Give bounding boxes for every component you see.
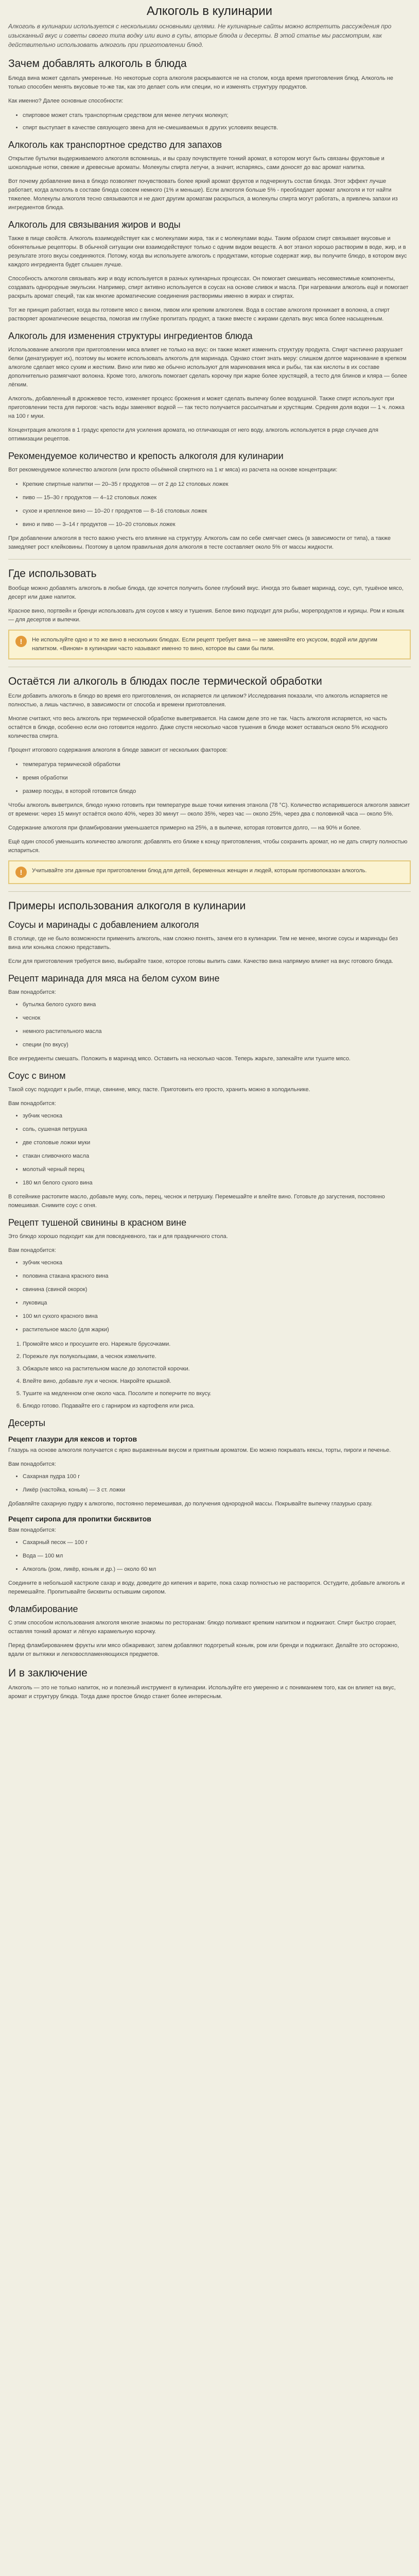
ingredients-label: Вам понадобится:: [8, 1100, 56, 1107]
paragraph: Вот почему добавление вина в блюдо позволяет почувствовать более яркий аромат фруктов и подчеркнуть состав блюда. Этот эффект лучше работает, когда алкоголь в составе блюда совсем немного (1% и меньше). Если алкоголя больше 5% - преобладает аромат алкоголя и тот найти тяжелее. Молекулы алкоголя тесно связываются и не дают другим ароматам раскрыться, а молекулы спирта могут работать, а привлечь запахи из ингредиентов блюда.: [8, 178, 398, 211]
subsection-heading: Фламбирование: [8, 1604, 78, 1614]
list-item: • время обработки: [23, 773, 411, 783]
paragraph: Блюда вина может сделать умеренные. Но некоторые сорта алкоголя раскрываются не на столом, когда время приготовления блюд. Алкоголь не только способен менять вкусовые то-же так, как это делает соль или специи, но и изменять структуру продуктов.: [8, 75, 393, 90]
section-heading: Алкоголь как транспортное средство для запахов: [8, 140, 222, 150]
list-item: • Сахарная пудра 100 г: [23, 1472, 411, 1481]
exclamation-icon: !: [15, 636, 27, 647]
list-item: • вино и пиво — 3–14 г продуктов — 10–20 столовых ложек: [23, 520, 411, 529]
paragraph: Многие считают, что весь алкоголь при термической обработке выветривается. На самом деле это не так. Часть алкоголя испаряется, но часть остаётся в блюде, особенно если оно готовится недолго. Даже спустя несколько часов тушения в блюде может оставаться около 5% исходного количества спирта.: [8, 716, 388, 739]
subsection-heading: Соусы и маринады с добавлением алкоголя: [8, 920, 199, 930]
warning-note: [8, 860, 411, 884]
section-heading: Рекомендуемое количество и крепость алкоголя для кулинарии: [8, 451, 284, 461]
list-item: • Сахарный песок — 100 г: [23, 1538, 411, 1547]
ingredients-label: Вам понадобится:: [8, 989, 56, 995]
list-item: • Алкоголь (ром, ликёр, коньяк и др.) — около 60 мл: [23, 1565, 411, 1574]
list-item: • зубчик чеснока: [23, 1111, 411, 1121]
section-heading: И в заключение: [8, 1667, 88, 1679]
steps-list: [8, 1340, 411, 1411]
ingredients-label: Вам понадобится:: [8, 1527, 56, 1533]
subsection-heading: Рецепт сиропа для пропитки бисквитов: [8, 1515, 151, 1523]
paragraph: Это блюдо хорошо подходит как для повседневного, так и для праздничного стола.: [8, 1233, 228, 1240]
list-item: • немного растительного масла: [23, 1027, 411, 1036]
divider: [8, 559, 411, 560]
section-heading: Алкоголь для изменения структуры ингредиентов блюда: [8, 331, 253, 341]
paragraph: Перед фламбированием фрукты или мясо обжаривают, затем добавляют подогретый коньяк, ром или бренди и поджигают. Делайте это осторожно, вдали от вытяжки и легковоспламеняющихся предметов.: [8, 1642, 399, 1657]
intro-text: Алкоголь в кулинарии используется с несколькими основными целями. Не кулинарные сайты можно встретить рассуждения про изысканный вкус и советы своего типа водку или вино в супы, вторые блюда и десерты. В этой статье мы рассмотрим, как действительно использовать алкоголь при приготовлении блюд.: [8, 23, 392, 48]
bullet-list: [8, 480, 411, 529]
paragraph: Вообще можно добавлять алкоголь в любые блюда, где хочется получить более глубокий вкус. Иногда это бывает маринад, соус, суп, тушёное мясо, десерт или даже напиток.: [8, 585, 404, 600]
paragraph: Такой соус подходит к рыбе, птице, свинине, мясу, пасте. Приготовить его просто, хранить можно в холодильнике.: [8, 1087, 310, 1093]
list-item: • Крепкие спиртные напитки — 20–35 г продуктов — от 2 до 12 столовых ложек: [23, 480, 411, 489]
note-text: Учитывайте эти данные при приготовлении блюд для детей, беременных женщин и людей, которым противопоказан алкоголь.: [32, 868, 367, 874]
paragraph: Способность алкоголя связывать жир и воду используется в разных кулинарных процессах. Он помогает смешивать несовместимые компоненты, создавать однородные эмульсии. Например, спирт активно используется в соусах на основе сливок и масла. При нагревании алкоголь ещё и помогает раскрыть аромат специй, так как многие ароматические соединения растворимы именно в жирах и спиртах.: [8, 276, 409, 299]
paragraph: Алкоголь — это не только напиток, но и полезный инструмент в кулинарии. Используйте его умеренно и с пониманием того, как он влияет на вкус, аромат и структуру блюда. Тогда даже простое блюдо станет более интересным.: [8, 1685, 396, 1700]
list-item: • 100 мл сухого красного вина: [23, 1312, 411, 1321]
ingredient-list: [8, 1472, 411, 1495]
paragraph: Ещё один способ уменьшить количество алкоголя: добавлять его ближе к концу приготовления, чтобы сохранить аромат, но не дать спирту полностью испариться.: [8, 839, 408, 854]
section-heading: Алкоголь для связывания жиров и воды: [8, 219, 181, 230]
list-item: • молотый черный перец: [23, 1165, 411, 1174]
subsection-heading: Рецепт тушеной свинины в красном вине: [8, 1217, 187, 1228]
ingredient-list: [8, 1111, 411, 1188]
paragraph: Если для приготовления требуется вино, выбирайте такое, которое готовы выпить сами. Качество вина напрямую влияет на вкус готового блюда.: [8, 958, 393, 964]
list-item: • пиво — 15–30 г продуктов — 4–12 столовых ложек: [23, 493, 411, 502]
list-item: • свинина (свиной окорок): [23, 1285, 411, 1294]
list-item: • чеснок: [23, 1013, 411, 1023]
paragraph: Все ингредиенты смешать. Положить в маринад мясо. Оставить на несколько часов. Теперь жарьте, запекайте или тушите мясо.: [8, 1056, 351, 1062]
section-heading: Примеры использования алкоголя в кулинарии: [8, 900, 246, 912]
paragraph: Содержание алкоголя при фламбировании уменьшается примерно на 25%, а в выпечке, которая готовится долго, — на 90% и более.: [8, 825, 361, 831]
list-item: • зубчик чеснока: [23, 1258, 411, 1267]
paragraph: В сотейнике растопите масло, добавьте муку, соль, перец, чеснок и петрушку. Перемешайте и влейте вино. Готовьте до загустения, постоянно помешивая. Снимите соус с огня.: [8, 1194, 385, 1209]
paragraph: Процент итогового содержания алкоголя в блюде зависит от нескольких факторов:: [8, 747, 228, 753]
list-item: • Ликёр (настойка, коньяк) — 3 ст. ложки: [23, 1485, 411, 1495]
paragraph: Глазурь на основе алкоголя получается с ярко выраженным вкусом и приятным ароматом. Ею можно покрывать кексы, торты, пироги и печенье.: [8, 1447, 391, 1453]
bullet-list: [8, 760, 411, 796]
paragraph: Чтобы алкоголь выветрился, блюдо нужно готовить при температуре выше точки кипения этанола (78 °C). Количество испарившегося алкоголя зависит от времени: через 15 минут остаётся около 40%, через 30 минут — около 35%, через час — около 25%, через два с половиной часа — около 5%.: [8, 802, 410, 817]
list-item: • две столовые ложки муки: [23, 1138, 411, 1147]
step-item: 5. Тушите на медленном огне около часа. Посолите и поперчите по вкусу.: [23, 1389, 411, 1398]
divider: [8, 891, 411, 892]
paragraph: Использование алкоголя при приготовлении мяса влияет не только на вкус: он также может изменить структуру продукта. Спирт частично разрушает белки (денатурирует их), поэтому вы можете использовать алкоголь для маринада. Однако стоит знать меру: слишком долгое маринование в крепком алкоголе сделает мясо сухим и жестким. Вино или пиво же обычно используют для маринования мяса и рыбы, так как кислоты в их составе дополнительно размягчают волокна. Кроме того, алкоголь помогает сделать корочку при жарке более хрустящей, а тесто для блинов и кляра — более лёгким.: [8, 347, 407, 388]
list-item: • размер посуды, в которой готовится блюдо: [23, 787, 411, 796]
paragraph: Красное вино, портвейн и бренди использовать для соусов к мясу и тушения. Белое вино подходит для рыбы, морепродуктов и курицы. Ром и коньяк — для десертов и выпечки.: [8, 608, 405, 623]
subsection-heading: Десерты: [8, 1418, 46, 1428]
paragraph: Алкоголь, добавленный в дрожжевое тесто, изменяет процесс брожения и может сделать выпечку более воздушной. Также спирт используют при приготовлении теста для пирогов: часть воды заменяют водкой — так тесто получается рассыпчатым и хрустящим. Средняя доля водки — 1 ч. ложка на 100 г муки.: [8, 396, 405, 419]
ingredient-list: [8, 1000, 411, 1049]
list-item: • бутылка белого сухого вина: [23, 1000, 411, 1009]
section-heading: Остаётся ли алкоголь в блюдах после термической обработки: [8, 675, 322, 687]
ingredients-label: Вам понадобится:: [8, 1247, 56, 1253]
subsection-heading: Рецепт маринада для мяса на белом сухом вине: [8, 973, 220, 984]
paragraph: Тот же принцип работает, когда вы готовите мясо с вином, пивом или крепким алкоголем. Вода в составе алкоголя проникает в волокна, а спирт растворяет ароматические вещества, помогая им глубже пропитать продукт, а также вместе с жирами сделать вкус мяса более насыщенным.: [8, 307, 390, 322]
ingredient-list: [8, 1258, 411, 1334]
step-item: 3. Обжарьте мясо на растительном масле до золотистой корочки.: [23, 1364, 411, 1374]
step-item: 4. Влейте вино, добавьте лук и чеснок. Накройте крышкой.: [23, 1377, 411, 1386]
list-item: • спирт выступает в качестве связующего звена для не-смешиваемых в других условиях веществ.: [23, 123, 411, 132]
section-heading: Зачем добавлять алкоголь в блюда: [8, 58, 187, 70]
paragraph: Открытие бутылки выдерживаемого алкоголя вспомнишь, и вы сразу почувствуете тонкий аромат, в котором могут быть связаны фруктовые и шоколадные нотки, свежие и древесные ароматы. Молекулы спирта летучи, а значит, испаряясь, сами доносят до вас аромат напитка.: [8, 156, 385, 171]
paragraph: Вот рекомендуемое количество алкоголя (или просто объёмной спиртного на 1 кг мяса) из расчета на основе концентрации:: [8, 467, 338, 473]
paragraph: Соедините в небольшой кастрюле сахар и воду, доведите до кипения и варите, пока сахар полностью не растворится. Остудите, добавьте алкоголь и перемешайте. Пропитывайте бисквиты остывшим сиропом.: [8, 1580, 405, 1595]
paragraph: Как именно? Далее основные способности:: [8, 98, 124, 104]
paragraph: С этим способом использования алкоголя многие знакомы по ресторанам: блюдо поливают крепким напитком и поджигают. Спирт быстро сгорает, оставляя тонкий аромат и лёгкую карамельную корочку.: [8, 1620, 396, 1635]
paragraph: Также в пище свойств. Алкоголь взаимодействует как с молекулами жира, так и с молекулами воды. Таким образом спирт связывает вкусовые и обонятельные рецепторы. В обычной ситуации они взаимодействуют только с одним видом веществ. А вот этанол хорошо растворим в воде, жир, и в результате этого вкусы соединяются. Потому, когда вы используете алкоголь с продуктами, которые содержат жир, вы получите блюдо, в котором вкус каждого ингредиента будет слышен лучше.: [8, 235, 407, 268]
step-item: 2. Порежьте лук полукольцами, а чеснок измельчите.: [23, 1352, 411, 1361]
bullet-list: [8, 111, 411, 132]
list-item: • 180 мл белого сухого вина: [23, 1178, 411, 1188]
ingredient-list: [8, 1538, 411, 1574]
list-item: • Вода — 100 мл: [23, 1551, 411, 1561]
paragraph: Если добавить алкоголь в блюдо во время его приготовления, он испаряется ли целиком? Исследования показали, что алкоголь испаряется не полностью, а лишь частично, в зависимости от способа и времени приготовления.: [8, 693, 388, 708]
list-item: • луковица: [23, 1298, 411, 1308]
list-item: • специи (по вкусу): [23, 1040, 411, 1049]
list-item: • сухое и крепленое вино — 10–20 г продуктов — 8–16 столовых ложек: [23, 506, 411, 516]
page-title: Алкоголь в кулинарии: [146, 4, 273, 18]
subsection-heading: Рецепт глазури для кексов и тортов: [8, 1435, 137, 1443]
paragraph: При добавлении алкоголя в тесто важно учесть его влияние на структуру. Алкоголь сам по себе смягчает смесь (в зависимости от типа), а также замедляет рост клейковины. Поэтому в целом правильная доля алкоголя в тесте составляет около 5% от массы жидкости.: [8, 535, 391, 550]
ingredients-label: Вам понадобится:: [8, 1461, 56, 1467]
step-item: 6. Блюдо готово. Подавайте его с гарниром из картофеля или риса.: [23, 1401, 411, 1411]
warning-note: [8, 630, 411, 659]
list-item: • растительное масло (для жарки): [23, 1325, 411, 1334]
section-heading: Где использовать: [8, 568, 97, 580]
list-item: • соль, сушеная петрушка: [23, 1125, 411, 1134]
list-item: • спиртовое может стать транспортным средством для менее летучих молекул;: [23, 111, 411, 120]
list-item: • половина стакана красного вина: [23, 1272, 411, 1281]
list-item: • стакан сливочного масла: [23, 1151, 411, 1161]
paragraph: Добавляйте сахарную пудру к алкоголю, постоянно перемешивая, до получения однородной массы. Покрывайте выпечку глазурью сразу.: [8, 1501, 373, 1507]
list-item: • температура термической обработки: [23, 760, 411, 769]
exclamation-icon: !: [15, 867, 27, 878]
note-text: Не используйте одно и то же вино в нескольких блюдах. Если рецепт требует вина — не заменяйте его уксусом, водой или другим напитком. «Вином» в кулинарии часто называют именно то вино, которое вы сами бы пили.: [32, 637, 377, 652]
paragraph: В столице, где не было возможности применить алкоголь, нам сложно понять, зачем его в кулинарии. Тем не менее, многие соусы и маринады без вина или коньяка сложно представить.: [8, 936, 398, 951]
subsection-heading: Соус с вином: [8, 1071, 66, 1081]
step-item: 1. Промойте мясо и просушите его. Нарежьте брусочками.: [23, 1340, 411, 1349]
paragraph: Концентрация алкоголя в 1 градус крепости для усиления аромата, но отличающая от него воду, алкоголь используется в ряде случаев для оптимизации рецептов.: [8, 427, 378, 442]
